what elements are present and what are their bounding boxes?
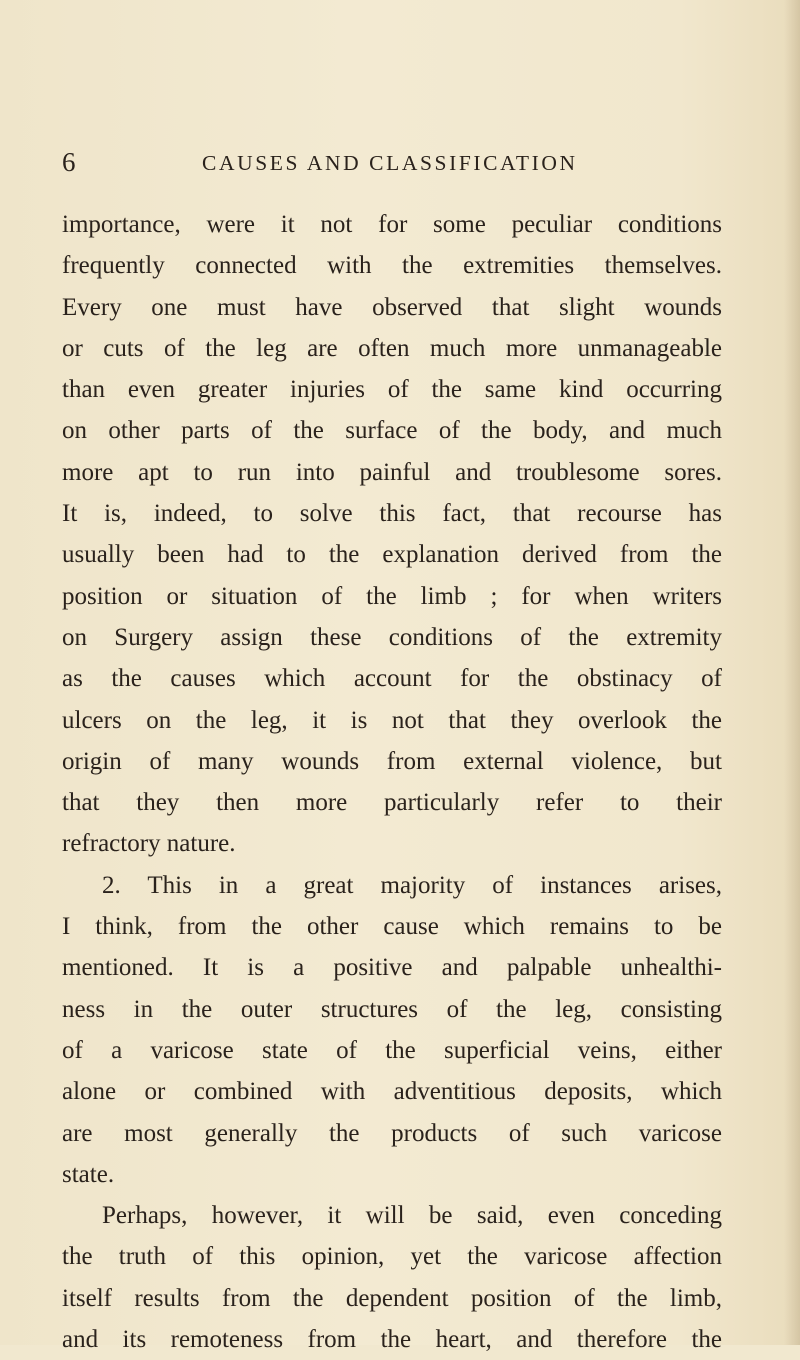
text-line: importance, were it not for some peculiar conditions [62,211,722,238]
text-line: state. [62,1160,115,1188]
text-line: itself results from the dependent position of the limb, [62,1284,722,1312]
text-line: the truth of this opinion, yet the varicose affection [62,1243,722,1271]
text-line: It is, indeed, to solve this fact, that recourse has [62,500,722,528]
text-line: Every one must have observed that slight wounds [62,293,722,321]
text-line: usually been had to the explanation derived from the [62,541,722,569]
text-line: on Surgery assign these conditions of the extremity [62,623,722,651]
text-line: than even greater injuries of the same kind occurring [62,376,722,404]
text-line: origin of many wounds from external violence, but [62,747,722,775]
text-line: on other parts of the surface of the body, and much [62,417,722,445]
text-line: frequently connected with the extremities themselves. [62,252,722,280]
text-line: as the causes which account for the obstinacy of [62,665,722,693]
text-line: mentioned. It is a positive and palpable unhealthi- [62,954,722,982]
text-line: that they then more particularly refer to their [62,789,722,817]
text-line: are most generally the products of such varicose [62,1119,722,1147]
page-header-title: CAUSES AND CLASSIFICATION [202,151,578,175]
running-head [62,145,722,179]
text-line: ulcers on the leg, it is not that they overlook the [62,706,722,734]
page-edge-shadow [784,0,800,1345]
text-line: refractory nature. [62,830,236,858]
text-line: position or situation of the limb ; for when writers [62,582,722,610]
text-line: Perhaps, however, it will be said, even conceding [102,1202,722,1230]
text-line: of a varicose state of the superficial veins, either [62,1036,722,1064]
text-line: alone or combined with adventitious deposits, which [62,1078,722,1106]
text-line: ness in the outer structures of the leg, consisting [62,995,722,1023]
text-line: I think, from the other cause which remains to be [62,913,722,941]
text-line: and its remoteness from the heart, and therefore the [62,1326,722,1354]
body-text [62,204,722,1360]
page-number: 6 [62,147,76,177]
text-line: 2. This in a great majority of instances arises, [102,871,722,899]
text-line: more apt to run into painful and troublesome sores. [62,458,722,486]
text-line: or cuts of the leg are often much more unmanageable [62,334,722,362]
